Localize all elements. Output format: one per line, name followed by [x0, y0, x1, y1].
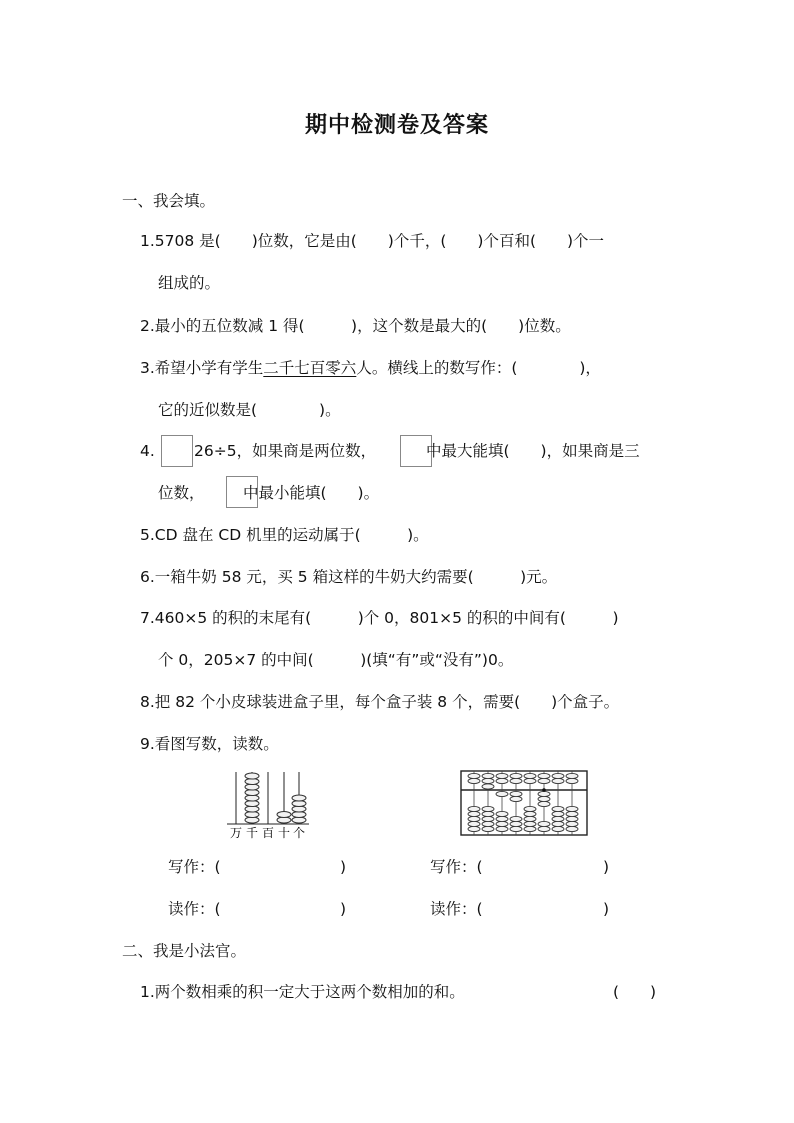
s2-q1-line1: 1.两个数相乘的积一定大于这两个数相加的和。 [140, 983, 465, 1001]
bead [292, 795, 306, 801]
q1-line1: 1.5708 是( )位数，它是由( )个千，( )个百和( )个一 [140, 232, 605, 250]
section-1-heading: 一、我会填。 [122, 192, 216, 210]
counter-label-qian: 千 [245, 826, 259, 840]
counter-label-shi: 十 [277, 826, 291, 840]
q4-part1: 26÷5，如果商是两位数， [194, 442, 377, 460]
q3-line1 [140, 358, 601, 378]
write-close-left: ) [340, 858, 347, 876]
q4-part2: 中最大能填( )，如果商是三 [426, 442, 640, 460]
q9-line1: 9.看图写数，读数。 [140, 735, 279, 753]
counter-figure [222, 766, 314, 840]
q3-suffix: 人。横线上的数写作：( )， [356, 359, 601, 377]
q1-line2: 组成的。 [158, 274, 221, 292]
q7-line2: 个 0，205×7 的中间( )(填“有”或“没有”)0。 [158, 651, 514, 669]
q4-line2-prefix: 位数， [158, 484, 205, 502]
q4-line2-suffix: 中最小能填( )。 [243, 484, 380, 502]
page-title: 期中检测卷及答案 [304, 113, 489, 138]
q6-line1: 6.一箱牛奶 58 元，买 5 箱这样的牛奶大约需要( )元。 [140, 568, 558, 586]
unit-dot [542, 788, 546, 792]
counter-label-ge: 个 [292, 826, 306, 840]
bead [277, 812, 291, 818]
read-label-right: 读作：( [430, 900, 483, 918]
write-label-right: 写作：( [430, 858, 483, 876]
counter-label-wan: 万 [229, 826, 243, 840]
write-label-left: 写作：( [168, 858, 221, 876]
q7-line1: 7.460×5 的积的末尾有( )个 0，801×5 的积的中间有( ) [140, 609, 619, 627]
q4-blank-box-1[interactable] [161, 435, 193, 467]
read-close-left: ) [340, 900, 347, 918]
read-label-left: 读作：( [168, 900, 221, 918]
abacus-figure [460, 770, 588, 836]
q3-line2: 它的近似数是( )。 [158, 401, 341, 419]
q4-number: 4. [140, 442, 155, 460]
counter-label-bai: 百 [261, 826, 275, 840]
write-close-right: ) [603, 858, 610, 876]
read-close-right: ) [603, 900, 610, 918]
q2-line1: 2.最小的五位数减 1 得( )，这个数是最大的( )位数。 [140, 317, 571, 335]
q3-prefix: 3.希望小学有学生 [140, 359, 264, 377]
q5-line1: 5.CD 盘在 CD 机里的运动属于( )。 [140, 526, 429, 544]
section-2-heading: 二、我是小法官。 [122, 942, 247, 960]
q8-line1: 8.把 82 个小皮球装进盒子里，每个盒子装 8 个，需要( )个盒子。 [140, 693, 620, 711]
s2-q1-answer-paren[interactable]: ( ) [613, 983, 657, 1001]
bead [245, 773, 259, 779]
q3-underlined-number: 二千七百零六 [263, 359, 357, 377]
